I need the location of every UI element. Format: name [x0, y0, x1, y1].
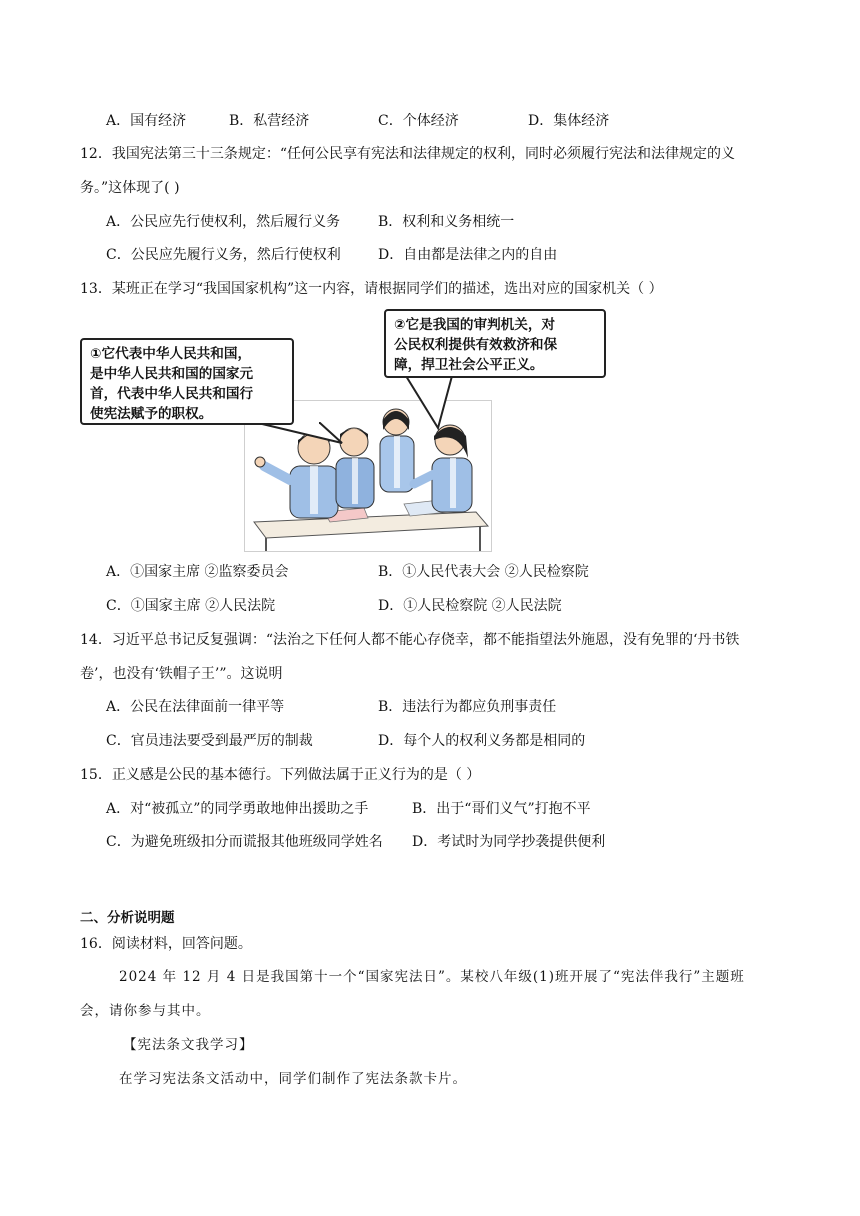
q13-stem: 13．某班正在学习“我国国家机构”这一内容，请根据同学们的描述，选出对应的国家机关（ ）	[80, 281, 663, 297]
q15-stem: 15．正义感是公民的基本德行。下列做法属于正义行为的是（ ）	[80, 767, 481, 783]
q16-material-line3: 在学习宪法条文活动中，同学们制作了宪法条款卡片。	[119, 1071, 467, 1087]
q16-subheading: 【宪法条文我学习】	[123, 1037, 254, 1053]
q11-option-a: A．国有经济	[106, 113, 187, 129]
q14-stem-line2: 卷’，也没有‘铁帽子王’”。这说明	[80, 666, 283, 682]
section-title: 二、分析说明题	[80, 910, 175, 926]
q15-option-d: D．考试时为同学抄袭提供便利	[412, 834, 606, 850]
bubble2-line3: 障，捍卫社会公平正义。	[394, 357, 544, 373]
q13-option-b: B．①人民代表大会 ②人民检察院	[378, 564, 589, 580]
q14-option-a: A．公民在法律面前一律平等	[106, 699, 285, 715]
q13-option-a: A．①国家主席 ②监察委员会	[106, 564, 289, 580]
q12-stem-line2: 务。”这体现了( )	[80, 180, 180, 196]
speech-bubble-1	[80, 338, 294, 425]
q15-option-b: B．出于“哥们义气”打抱不平	[412, 801, 591, 817]
bubble1-line4: 使宪法赋予的职权。	[90, 406, 213, 422]
q15-option-c: C．为避免班级扣分而谎报其他班级同学姓名	[106, 834, 383, 850]
bubble1-line1: ①它代表中华人民共和国，	[90, 346, 252, 362]
q16-material-line2: 会，请你参与其中。	[80, 1003, 211, 1019]
speech-bubble-tails	[0, 0, 860, 500]
q12-option-c: C．公民应先履行义务，然后行使权利	[106, 247, 341, 263]
bubble2-line1: ②它是我国的审判机关，对	[394, 317, 556, 333]
q16-stem: 16．阅读材料，回答问题。	[80, 936, 252, 952]
q14-stem-line1: 14．习近平总书记反复强调：“法治之下任何人都不能心存侥幸，都不能指望法外施恩，没有免罪的‘丹书铁	[80, 632, 740, 648]
q13-option-c: C．①国家主席 ②人民法院	[106, 598, 276, 614]
bubble1-line3: 首，代表中华人民共和国行	[90, 386, 254, 402]
q11-option-d: D．集体经济	[528, 113, 610, 129]
q12-option-d: D．自由都是法律之内的自由	[378, 247, 558, 263]
bubble1-line2: 是中华人民共和国的国家元	[90, 366, 254, 382]
q13-option-d: D．①人民检察院 ②人民法院	[378, 598, 562, 614]
speech-bubble-2	[384, 309, 606, 378]
q15-option-a: A．对“被孤立”的同学勇敢地伸出援助之手	[106, 801, 369, 817]
q14-option-d: D．每个人的权利义务都是相同的	[378, 733, 586, 749]
q14-option-c: C．官员违法要受到最严厉的制裁	[106, 733, 313, 749]
q14-option-b: B．违法行为都应负刑事责任	[378, 699, 557, 715]
q12-option-b: B．权利和义务相统一	[378, 214, 515, 230]
q12-stem-line1: 12．我国宪法第三十三条规定：“任何公民享有宪法和法律规定的权利，同时必须履行宪法和法律规定的义	[80, 146, 735, 162]
q16-material-line1: 2024 年 12 月 4 日是我国第十一个“国家宪法日”。某校八年级(1)班开展了“宪法伴我行”主题班	[119, 969, 745, 985]
q12-option-a: A．公民应先行使权利，然后履行义务	[106, 214, 341, 230]
q11-option-b: B．私营经济	[229, 113, 310, 129]
bubble2-line2: 公民权利提供有效救济和保	[394, 337, 558, 353]
q11-option-c: C．个体经济	[378, 113, 459, 129]
